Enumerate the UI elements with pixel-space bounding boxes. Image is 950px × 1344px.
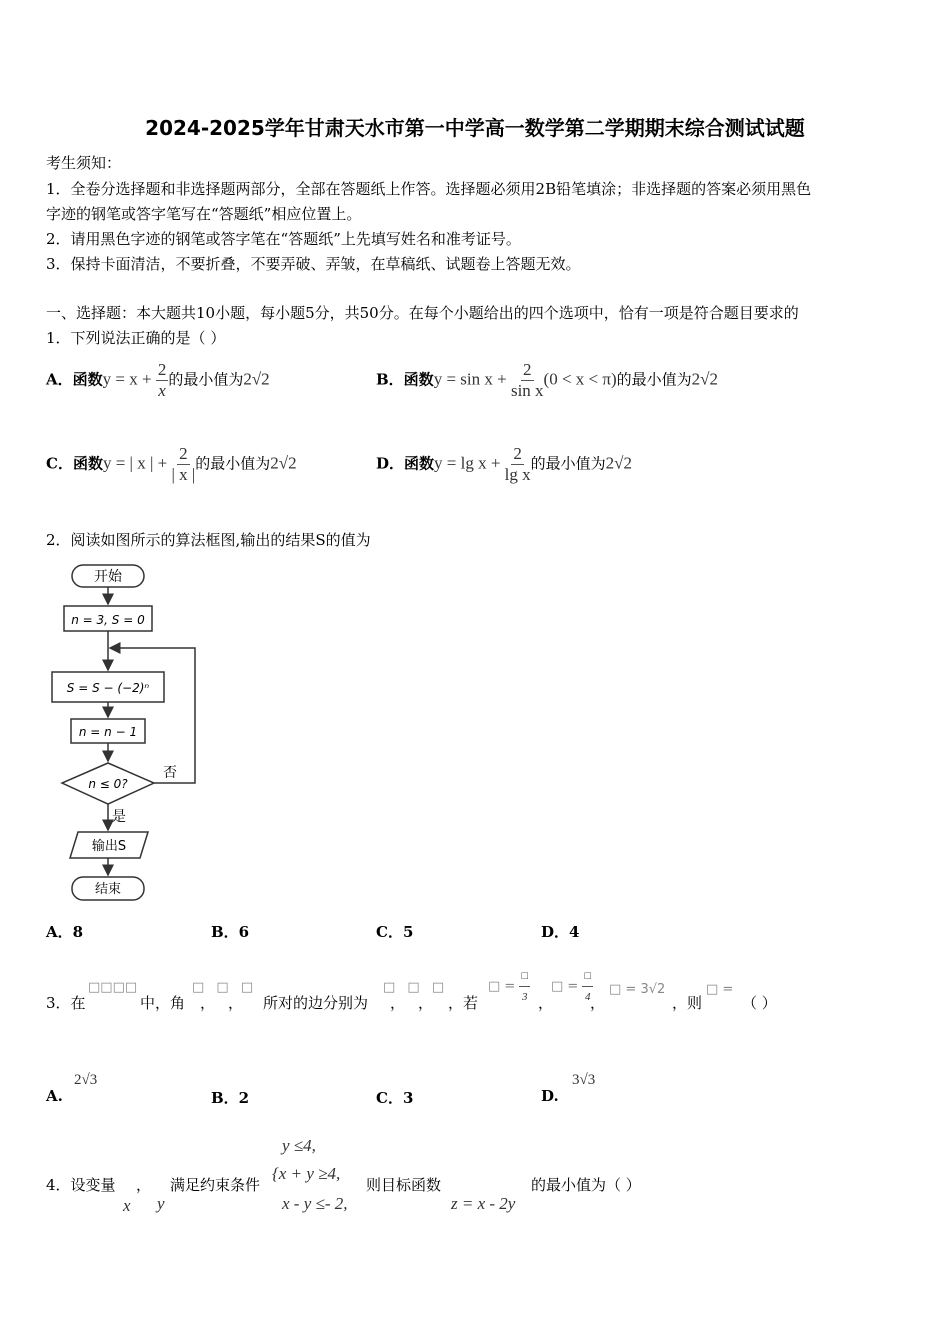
placeholder: □ □ □ [192, 980, 254, 995]
output-label: 输出S [91, 839, 127, 854]
notice-item: 字迹的钢笔或答字笔写在“答题纸”相应位置上。 [46, 205, 362, 223]
q3-text: ，则 [672, 994, 703, 1012]
value: 2√2 [243, 369, 270, 389]
text: 的最小值为 [530, 454, 606, 473]
constraint-1: y ≤4, [282, 1136, 316, 1155]
fraction [171, 444, 195, 485]
condition-2: □ = $\frac{□}{4}$ [551, 966, 593, 1007]
q3-text: 中，角 [140, 994, 186, 1012]
q1-option-b [376, 360, 718, 401]
placeholder: □□□□ [88, 980, 138, 995]
var-x: x [123, 1196, 131, 1215]
numerator: 2 [157, 360, 167, 379]
option-label: B．函数 [376, 370, 434, 389]
start-label: 开始 [94, 569, 122, 585]
q3-option-a-value: 2√3 [74, 1072, 98, 1088]
numerator: 2 [179, 444, 188, 463]
update-label: S = S − (−2)ⁿ [66, 681, 150, 695]
constraint-3: x - y ≤- 2, [282, 1194, 348, 1213]
constraint-2: {x + y ≥4, [272, 1164, 341, 1183]
q4-text: 则目标函数 [366, 1176, 442, 1194]
condition-1: □ = $\frac{□}{3}$ [488, 966, 530, 1007]
placeholder: □ □ □ [383, 980, 445, 995]
decrement-label: n = n − 1 [78, 725, 138, 739]
q4-text: 的最小值为（ ） [531, 1176, 641, 1194]
q3-text: ，若 [448, 994, 479, 1012]
denominator: lg x [504, 465, 531, 484]
flowchart [40, 558, 220, 908]
q1-option-d [376, 444, 632, 485]
q2-stem: 2．阅读如图所示的算法框图,输出的结果S的值为 [46, 531, 371, 549]
no-label: 否 [163, 765, 177, 781]
q3-option-d-value: 3√3 [572, 1072, 596, 1088]
end-label: 结束 [94, 882, 122, 897]
q3-prefix: 3．在 [46, 994, 86, 1012]
denominator: x [158, 381, 166, 400]
comma: ， [136, 1176, 152, 1194]
q2-option-b: B．6 [211, 923, 250, 941]
unknown: □ = [706, 982, 734, 997]
q3-option-c: C．3 [376, 1089, 414, 1107]
q2-option-c: C．5 [376, 923, 414, 941]
math: y = sin x + [433, 369, 511, 389]
q1-option-a [46, 360, 270, 401]
condition-label: n ≤ 0? [88, 777, 128, 791]
notice-item: 2．请用黑色字迹的钢笔或答字笔在“答题纸”上先填写姓名和准考证号。 [46, 230, 521, 248]
q4-text: 满足约束条件 [170, 1176, 261, 1194]
q3-option-a: A. [46, 1087, 63, 1105]
math: y = lg x + [434, 453, 505, 473]
math: y = x + [102, 369, 156, 389]
notice-item: 3．保持卡面清洁，不要折叠，不要弄破、弄皱，在草稿纸、试题卷上答题无效。 [46, 255, 581, 273]
numerator: 2 [523, 360, 532, 379]
q3-text: 所对的边分别为 [263, 994, 369, 1012]
section-heading: 一、选择题：本大题共10小题，每小题5分，共50分。在每个小题给出的四个选项中，恰有一项是符合题目要求的 [46, 304, 799, 322]
option-label: C．函数 [46, 454, 103, 473]
var-y: y [157, 1194, 165, 1213]
numerator: 2 [513, 444, 522, 463]
exam-page: 2024-2025学年甘肃天水市第一中学高一数学第二学期期末综合测试试题 考生须知： 1．全卷分选择题和非选择题两部分，全部在答题纸上作答。选择题必须用2B铅笔填涂；非选择题的答案必须用黑色 字迹的钢笔或答字笔写在“答题纸”相应位置上。 2．请用黑色字迹的钢笔或答字笔在“答题纸”上先填写姓名和准考证号。 3．保持卡面清洁，不要折叠，不要弄破、弄皱，在草稿纸、试题卷上答题无效。 一、选择题：本大题共10小题，每小题5分，共50分。在每个小题给出的四个选项中，恰有一项是符合题目要求的 1．下列说法正确的是（ ） A．函数y = x + $\frac{2}{x}$ 的最小值为2√2 B．函数y = sin x + $\frac{2}{\text{sin x}}$ (0 < x < π)的最小值为2√2 C．函数y = | x | + $\frac{2}{| x |}$ 的最小值为2√2 D．函数y = lg x + $\frac{2}{\text{lg x}}$ 的最小值为2√2 2．阅读如图所示的算法框图,输出的结果S的值为 开始 n = 3, S = 0 S = S − (−2)ⁿ n = n − 1 n ≤ 0? 否 是 输出S 结束 A．8 B．6 C．5 D．4 3．在 □□□□ 中，角 □ □ □ ， ， 所对的边分别为 □ □ □ ， ， ，若 □ = $\frac{□}{3}$ ， □ = $\frac{□}{4}$ ， □ = 3√2 ，则 □ = （ ） A. 2√3 B．2 C．3 D. 3√3 4．设变量 x ， y 满足约束条件 y ≤4, {x + y ≥4, x - y ≤- 2, 则目标函数 z = x - 2y 的最小值为（ ） [0, 0, 950, 1344]
option-label: A．函数 [46, 370, 103, 389]
notice-item: 1．全卷分选择题和非选择题两部分，全部在答题纸上作答。选择题必须用2B铅笔填涂；非选择题的答案必须用黑色 [46, 180, 812, 198]
value: 2√2 [270, 453, 297, 473]
condition-3: □ = 3√2 [609, 982, 666, 997]
q3-option-d: D. [541, 1087, 559, 1105]
q2-option-d: D．4 [541, 923, 580, 941]
condition: (0 < x < π) [543, 369, 617, 389]
value: 2√2 [691, 369, 718, 389]
text: 的最小值为 [195, 454, 271, 473]
text: 的最小值为 [616, 370, 692, 389]
fraction [505, 444, 531, 485]
q4-prefix: 4．设变量 [46, 1176, 116, 1194]
denominator: | x | [171, 465, 196, 484]
math: y = | x | + [102, 453, 172, 473]
yes-label: 是 [112, 809, 126, 825]
value: 2√2 [605, 453, 633, 473]
q2-option-a: A．8 [46, 923, 84, 941]
q3-answer-paren: （ ） [742, 994, 777, 1012]
q3-option-b: B．2 [211, 1089, 250, 1107]
denominator: sin x [510, 381, 544, 400]
text: 的最小值为 [168, 370, 244, 389]
notice-heading: 考生须知： [46, 154, 122, 172]
fraction [156, 360, 169, 401]
fraction [511, 360, 544, 401]
objective-function: z = x - 2y [451, 1194, 516, 1213]
init-label: n = 3, S = 0 [71, 613, 145, 627]
q1-option-c [46, 444, 297, 485]
option-label: D．函数 [376, 454, 435, 473]
q1-stem: 1．下列说法正确的是（ ） [46, 329, 226, 347]
page-title: 2024-2025学年甘肃天水市第一中学高一数学第二学期期末综合测试试题 [145, 116, 805, 140]
